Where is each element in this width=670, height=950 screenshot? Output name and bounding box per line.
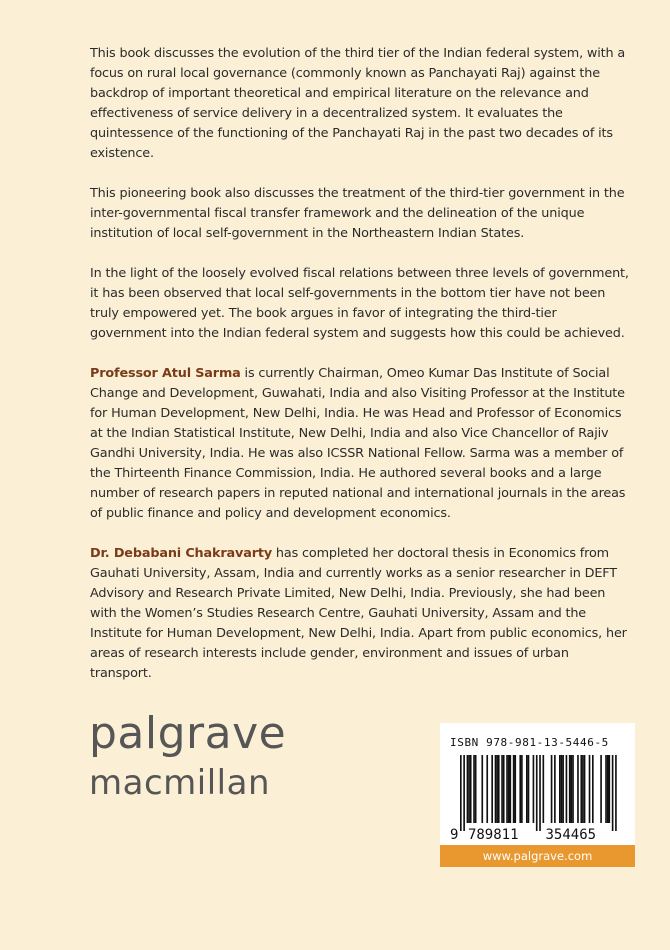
barcode-bar: [486, 755, 488, 823]
publisher-url[interactable]: www.palgrave.com: [440, 845, 635, 867]
description-paragraph-2: This pioneering book also discusses the treatment of the third-tier government in the inter-governmental fiscal transfer framework and the delineation of the unique institution of local self-government in the Northeastern Indian States.: [90, 186, 625, 241]
barcode-bar: [467, 755, 469, 823]
barcode-bar: [559, 755, 561, 823]
barcode-bar: [475, 755, 477, 823]
isbn-label: ISBN 978-981-13-5446-5: [450, 736, 609, 749]
author-name-2: Dr. Debabani Chakravarty: [90, 546, 273, 561]
barcode-bar: [508, 755, 510, 823]
barcode-bar: [589, 755, 591, 823]
barcode-bars: [450, 755, 626, 841]
barcode-bar: [473, 755, 475, 823]
author-bio-text-2: has completed her doctoral thesis in Economics from Gauhati University, Assam, India and currently works as a senior researcher in DEFT Advisory and Research Private Limited, New Delhi, India. Previously, she had been with the Women’s Studies Research Centre, Gauhati University, Assam and the Institute for Human Development, New Delhi, India. Apart from public economics, her areas of research interests include gender, environment and issues of urban transport.: [90, 546, 627, 681]
barcode-digits: 354465: [545, 827, 597, 841]
author-bio-1: [90, 364, 630, 524]
barcode-bar: [528, 755, 530, 823]
barcode-bar: [463, 755, 465, 831]
barcode-bar: [607, 755, 609, 823]
description-paragraph-3: In the light of the loosely evolved fiscal relations between three levels of government, it has been observed that local self-governments in the bottom tier have not been truly empowered yet. The book argues in favor of integrating the third-tier government into the Indian federal system and suggests how this could be achieved.: [90, 266, 629, 341]
description-paragraph-1: This book discusses the evolution of the third tier of the Indian federal system, with a focus on rural local governance (commonly known as Panchayati Raj) against the backdrop of important theoretical and empirical literature on the relevance and effectiveness of service delivery in a decentralized system. It evaluates the quintessence of the functioning of the Panchayati Raj in the past two decades of its existence.: [90, 46, 626, 161]
barcode-bar: [470, 755, 472, 823]
barcode-bar: [513, 755, 515, 823]
barcode-bar: [566, 755, 568, 823]
barcode-bar: [468, 755, 470, 823]
barcode-bar: [584, 755, 586, 823]
barcode-bar: [533, 755, 535, 823]
barcode-bar: [498, 755, 500, 823]
barcode-bar: [536, 755, 538, 831]
barcode-bar: [571, 755, 573, 823]
barcode-bar: [495, 755, 497, 823]
barcode-bar: [572, 755, 574, 823]
barcode-bar: [580, 755, 582, 823]
barcode-bar: [551, 755, 553, 823]
barcode-bar: [501, 755, 503, 823]
barcode-bar: [554, 755, 556, 823]
barcode-bar: [577, 755, 579, 823]
back-cover-text: [90, 44, 630, 704]
barcode-bar: [514, 755, 516, 823]
barcode-bar: [615, 755, 617, 831]
barcode-bar: [543, 755, 545, 823]
barcode-bar: [539, 755, 541, 831]
barcode-bar: [526, 755, 528, 823]
barcode-bar: [481, 755, 483, 823]
logo-line-2: macmillan: [89, 763, 270, 803]
barcode-bar: [612, 755, 614, 831]
barcode-bar: [510, 755, 512, 823]
barcode-digits: 789811: [467, 827, 519, 841]
isbn-barcode: [440, 723, 635, 845]
author-bio-text-1: is currently Chairman, Omeo Kumar Das Institute of Social Change and Development, Guwahati, India and also Visiting Professor at the Institute for Human Development, New Delhi, India. He was Head and Professor of Economics at the Indian Statistical Institute, New Delhi, India and also Vice Chancellor of Rajiv Gandhi University, India. He was also ICSSR National Fellow. Sarma was a member of the Thirteenth Finance Commission, India. He authored several books and a large number of research papers in reputed national and international journals in the areas of public finance and policy and development economics.: [90, 366, 626, 521]
barcode-bar: [562, 755, 564, 823]
barcode-bar: [521, 755, 523, 823]
barcode-bar: [519, 755, 521, 823]
barcode-bar: [592, 755, 594, 823]
author-name-1: Professor Atul Sarma: [90, 366, 241, 381]
barcode-bar: [460, 755, 462, 831]
barcode-bar: [582, 755, 584, 823]
author-bio-2: [90, 544, 630, 684]
barcode-bar: [605, 755, 607, 823]
logo-line-1: palgrave: [89, 708, 287, 759]
publisher-logo: [89, 708, 287, 803]
barcode-bar: [496, 755, 498, 823]
barcode-bar: [600, 755, 602, 823]
barcode-bar: [491, 755, 493, 823]
barcode-bar: [503, 755, 505, 823]
barcode-bar: [569, 755, 571, 823]
barcode-digits: 9: [450, 827, 459, 841]
barcode-bar: [609, 755, 611, 823]
barcode-bar: [561, 755, 563, 823]
barcode-bar: [506, 755, 508, 823]
